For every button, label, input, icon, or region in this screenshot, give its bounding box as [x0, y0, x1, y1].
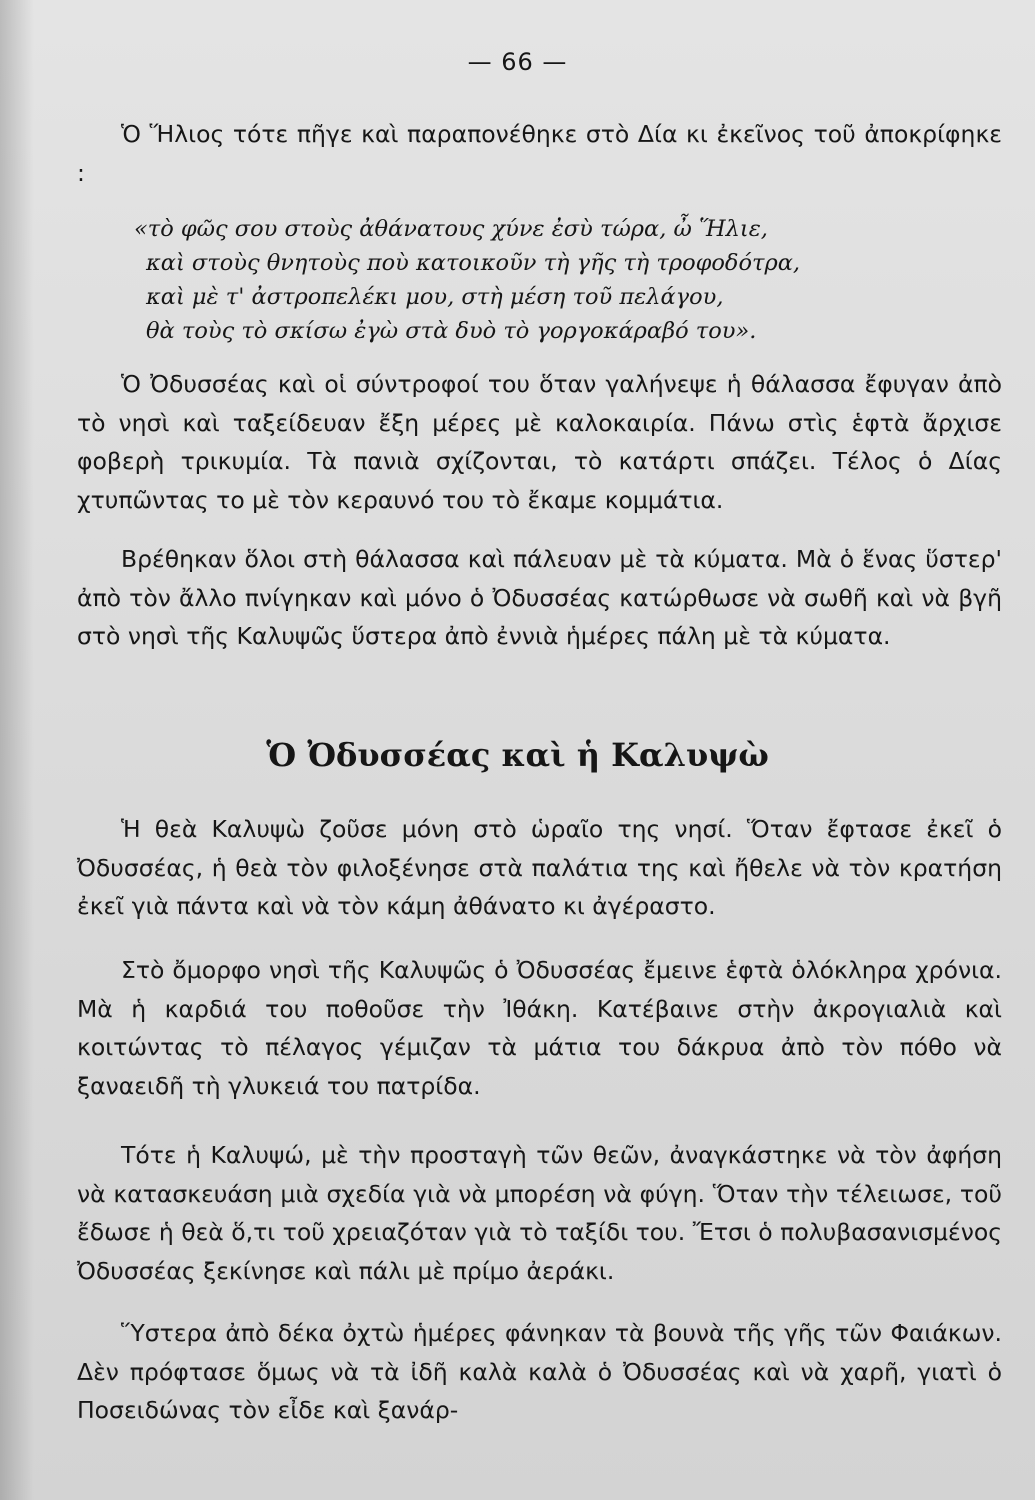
- poem-line: θὰ τοὺς τὸ σκίσω ἐγὼ στὰ δυὸ τὸ γοργοκάραβό του».: [146, 318, 757, 344]
- poem-line: καὶ στοὺς θνητοὺς ποὺ κατοικοῦν τὴ γῆς τὴ τροφοδότρα,: [146, 250, 801, 276]
- paragraph: Ὁ Ὀδυσσέας καὶ οἱ σύντροφοί του ὅταν γαλήνεψε ἡ θάλασσα ἔφυγαν ἀπὸ τὸ νησὶ καὶ ταξείδευαν ἔξη μέρες μὲ καλοκαιρία. Πάνω στὶς ἑφτὰ ἄρχισε φοβερὴ τρικυμία. Τὰ πανιὰ σχίζονται, τὸ κατάρτι σπάζει. Τέλος ὁ Δίας χτυπῶντας το μὲ τὸν κεραυνό του τὸ ἔκαμε κομμάτια.: [77, 370, 1002, 514]
- poem-line: «τὸ φῶς σου στοὺς ἀθάνατους χύνε ἐσὺ τώρα, ὦ Ἥλιε,: [134, 216, 768, 242]
- intro-paragraph: Ὁ Ἥλιος τότε πῆγε καὶ παραπονέθηκε στὸ Δία κι ἐκεῖνος τοῦ ἀποκρίφηκε :: [77, 120, 1002, 187]
- paragraph: Βρέθηκαν ὅλοι στὴ θάλασσα καὶ πάλευαν μὲ τὰ κύματα. Μὰ ὁ ἕνας ὕστερ' ἀπὸ τὸν ἄλλο πνίγηκαν καὶ μόνο ὁ Ὀδυσσέας κατώρθωσε νὰ σωθῆ καὶ νὰ βγῆ στὸ νησὶ τῆς Καλυψῶς ὕστερα ἀπὸ ἐννιὰ ἡμέρες πάλη μὲ τὰ κύματα.: [77, 545, 1002, 650]
- paragraph: Ὕστερα ἀπὸ δέκα ὀχτὼ ἡμέρες φάνηκαν τὰ βουνὰ τῆς γῆς τῶν Φαιάκων. Δὲν πρόφτασε ὅμως νὰ τὰ ἰδῆ καλὰ καλὰ ὁ Ὀδυσσέας καὶ νὰ χαρῆ, γιατὶ ὁ Ποσειδώνας τὸν εἶδε καὶ ξανάρ-: [77, 1319, 1002, 1424]
- paragraph: Στὸ ὄμορφο νησὶ τῆς Καλυψῶς ὁ Ὀδυσσέας ἔμεινε ἑφτὰ ὁλόκληρα χρόνια. Μὰ ἡ καρδιά του ποθοῦσε τὴν Ἰθάκη. Κατέβαινε στὴν ἀκρογιαλιὰ καὶ κοιτώντας τὸ πέλαγος γέμιζαν τὰ μάτια του δάκρυα ἀπὸ τὸν πόθο νὰ ξαναειδῆ τὴ γλυκειά του πατρίδα.: [77, 956, 1002, 1100]
- paragraph: Τότε ἡ Καλυψώ, μὲ τὴν προσταγὴ τῶν θεῶν, ἀναγκάστηκε νὰ τὸν ἀφήση νὰ κατασκευάση μιὰ σχεδία γιὰ νὰ μπορέση νὰ φύγη. Ὅταν τὴν τέλειωσε, τοῦ ἔδωσε ἡ θεὰ ὅ,τι τοῦ χρειαζόταν γιὰ τὸ ταξίδι του. Ἔτσι ὁ πολυβασανισμένος Ὀδυσσέας ξεκίνησε καὶ πάλι μὲ πρίμο ἀεράκι.: [77, 1141, 1002, 1285]
- section-heading: Ὁ Ὀδυσσέας καὶ ἡ Καλυψὼ: [266, 736, 769, 774]
- poem-line: καὶ μὲ τ' ἀστροπελέκι μου, στὴ μέση τοῦ πελάγου,: [146, 284, 724, 310]
- paragraph: Ἡ θεὰ Καλυψὼ ζοῦσε μόνη στὸ ὡραῖο της νησί. Ὅταν ἔφτασε ἐκεῖ ὁ Ὀδυσσέας, ἡ θεὰ τὸν φιλοξένησε στὰ παλάτια της καὶ ἤθελε νὰ τὸν κρατήση ἐκεῖ γιὰ πάντα καὶ νὰ τὸν κάμη ἀθάνατο κι ἀγέραστο.: [77, 815, 1002, 920]
- page-number: — 66 —: [467, 48, 568, 76]
- poem-quote: [134, 212, 954, 348]
